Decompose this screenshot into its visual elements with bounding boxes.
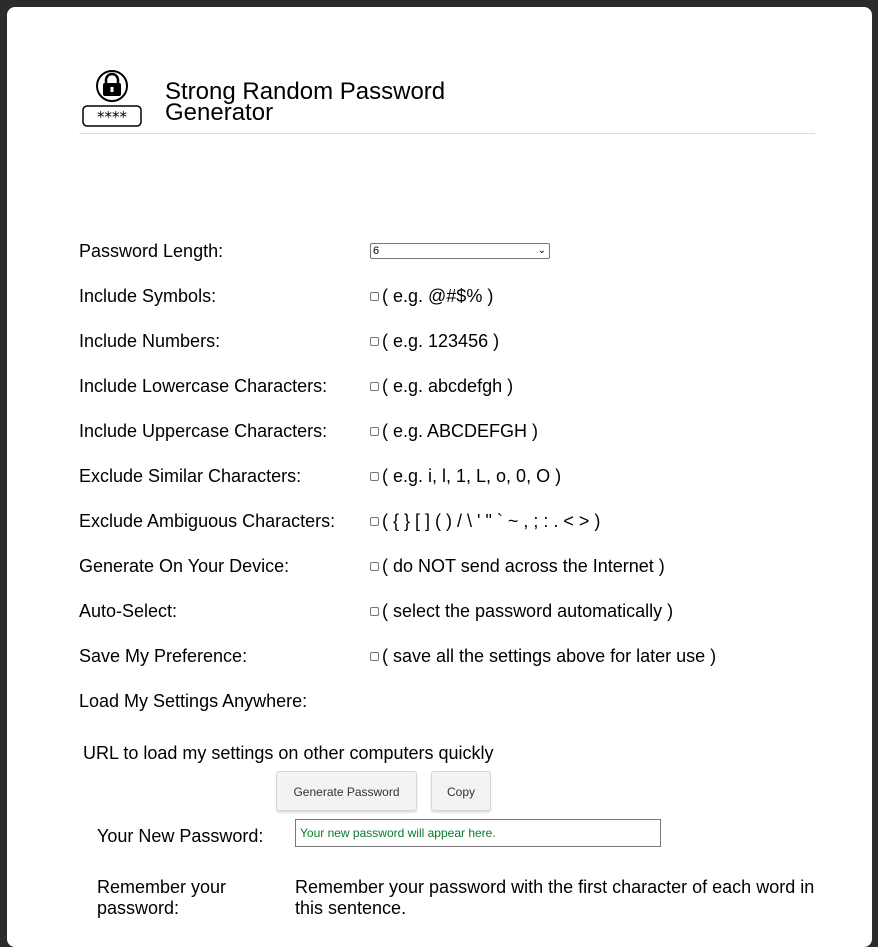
option-label: Exclude Similar Characters: xyxy=(79,466,302,486)
option-control xyxy=(370,374,513,398)
option-checkbox[interactable] xyxy=(370,607,379,616)
option-row xyxy=(79,599,839,623)
option-checkbox[interactable] xyxy=(370,292,379,301)
option-hint: ( e.g. 123456 ) xyxy=(382,331,500,351)
option-label: Load My Settings Anywhere: xyxy=(79,691,308,711)
remember-password-label: Remember your password: xyxy=(97,877,227,918)
copy-button[interactable]: Copy xyxy=(431,771,491,811)
option-row xyxy=(79,554,839,578)
option-label: Save My Preference: xyxy=(79,646,248,666)
new-password-field[interactable]: Your new password will appear here. xyxy=(295,819,661,847)
option-label: Include Uppercase Characters: xyxy=(79,421,328,441)
option-checkbox[interactable] xyxy=(370,562,379,571)
password-length-value: 6 xyxy=(373,245,380,257)
option-label: Auto-Select: xyxy=(79,601,178,621)
option-control xyxy=(370,554,665,578)
option-label: Exclude Ambiguous Characters: xyxy=(79,511,336,531)
option-hint: ( e.g. @#$% ) xyxy=(382,286,494,306)
option-row xyxy=(79,239,839,263)
page-title: Strong Random Password Generator xyxy=(165,78,446,126)
option-control xyxy=(370,644,716,668)
option-checkbox[interactable] xyxy=(370,652,379,661)
chevron-down-icon: ⌄ xyxy=(537,245,546,256)
option-control xyxy=(370,284,493,308)
option-checkbox[interactable] xyxy=(370,427,379,436)
header xyxy=(79,63,815,134)
option-hint: ( save all the settings above for later use ) xyxy=(382,646,717,666)
option-row xyxy=(79,329,839,353)
option-label: Password Length: xyxy=(79,241,224,261)
option-row xyxy=(79,464,839,488)
generate-password-button[interactable]: Generate Password xyxy=(276,771,417,811)
option-hint: ( e.g. i, l, 1, L, o, 0, O ) xyxy=(382,466,562,486)
option-control xyxy=(370,509,600,533)
option-control xyxy=(370,419,538,443)
option-control xyxy=(370,329,499,353)
option-row xyxy=(79,509,839,533)
option-checkbox[interactable] xyxy=(370,472,379,481)
option-hint: ( select the password automatically ) xyxy=(382,601,674,621)
option-checkbox[interactable] xyxy=(370,337,379,346)
option-hint: ( e.g. ABCDEFGH ) xyxy=(382,421,539,441)
option-label: Include Lowercase Characters: xyxy=(79,376,328,396)
option-hint: ( { } [ ] ( ) / \ ' " ` ~ , ; : . < > ) xyxy=(382,511,601,531)
option-label: Include Symbols: xyxy=(79,286,217,306)
option-row xyxy=(79,419,839,443)
logo-mask-text: **** xyxy=(97,108,127,126)
option-hint: ( e.g. abcdefgh ) xyxy=(382,376,514,396)
page xyxy=(7,7,872,947)
option-label: Include Numbers: xyxy=(79,331,221,351)
password-lock-icon xyxy=(81,69,143,131)
option-control xyxy=(370,599,673,623)
option-row xyxy=(79,644,839,668)
option-hint: ( do NOT send across the Internet ) xyxy=(382,556,665,576)
option-control xyxy=(370,464,561,488)
option-checkbox[interactable] xyxy=(370,382,379,391)
settings-url-text: URL to load my settings on other computers quickly xyxy=(83,743,494,763)
option-checkbox[interactable] xyxy=(370,517,379,526)
option-row xyxy=(79,689,839,713)
remember-sentence: Remember your password with the first character of each word in this sentence. xyxy=(295,877,815,918)
option-label: Generate On Your Device: xyxy=(79,556,290,576)
option-row xyxy=(79,284,839,308)
new-password-label: Your New Password: xyxy=(97,826,264,846)
password-length-select[interactable] xyxy=(370,243,550,259)
option-row xyxy=(79,374,839,398)
